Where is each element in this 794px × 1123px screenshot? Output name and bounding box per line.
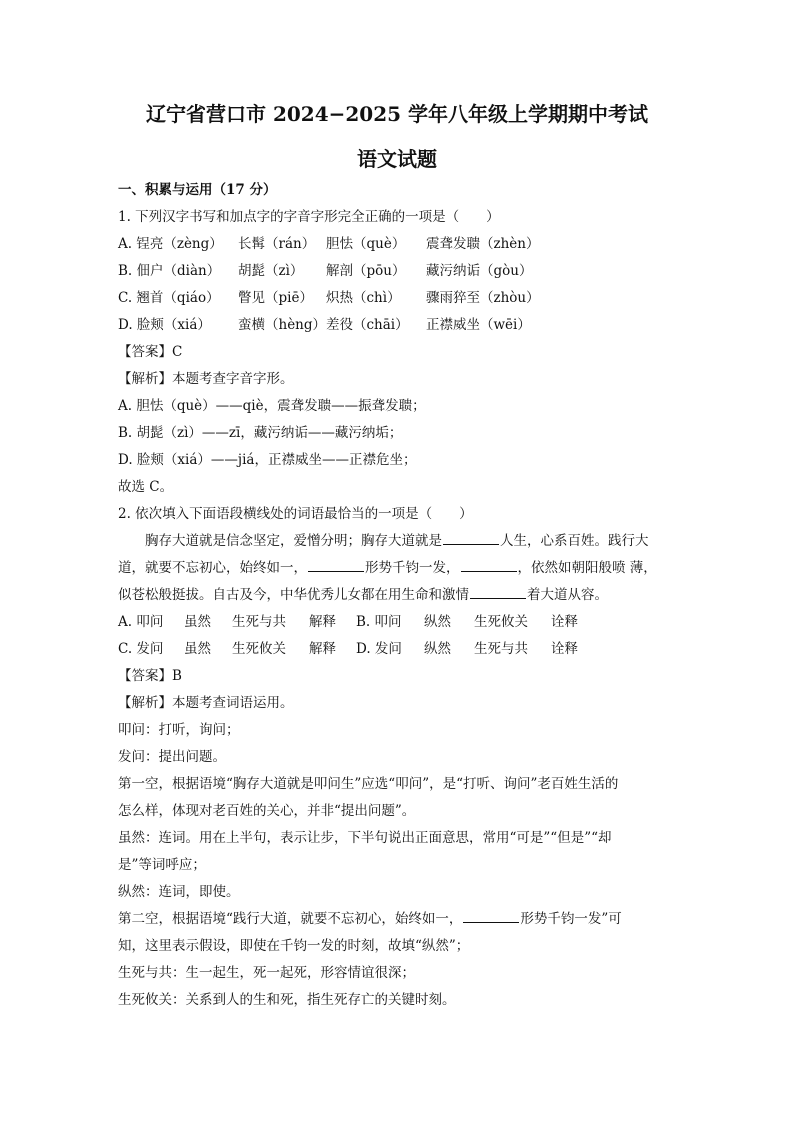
q1-answer: 【答案】C [118,344,183,360]
analysis-text: 第二空，根据语境“践行大道，就要不忘初心，始终如一， [118,911,463,927]
q2-analysis-line: 怎么样，体现对老百姓的关心，并非“提出问题”。 [118,803,416,819]
section-heading: 一、积累与运用（17 分） [118,182,277,198]
fill-blank [308,557,364,572]
passage-text: 人生，心系百姓。践行大 [500,533,649,549]
q2-answer: 【答案】B [118,668,182,684]
q2-analysis-line: 第一空，根据语境“胸存大道就是叩问生”应选“叩问”，是“打听、询问”老百姓生活的 [118,776,619,792]
q2-passage-line [118,582,678,609]
fill-blank [470,584,526,599]
q1-analysis-line: D. 脸颊（xiá）——jiá，正襟威坐——正襟危坐； [118,452,417,468]
option-text: 纵然 [424,641,451,657]
passage-text: 着大道从容。 [527,587,608,603]
option-text: 炽热（chì） [326,290,401,306]
q2-passage-line [118,555,678,582]
q2-analysis-line [118,906,678,933]
option-text: 解剖（pōu） [326,263,406,279]
q1-option-a [118,231,678,258]
q2-options-cd [118,636,678,663]
q1-option-d [118,312,678,339]
q2-analysis-line: 发问：提出问题。 [118,749,226,765]
option-text: D. 发问 [356,641,402,657]
option-text: D. 脸颊（xiá） [118,317,211,333]
q2-analysis-line: 生死与共：生一起生，死一起死，形容情谊很深； [118,965,415,981]
option-text: 生死与共 [474,641,528,657]
option-text: C. 发问 [118,641,164,657]
fill-blank [443,530,499,545]
q1-analysis-line: 【解析】本题考查字音字形。 [118,371,294,387]
exam-subtitle: 语文试题 [357,147,437,171]
q2-analysis-line: 虽然：连词。用在上半句，表示让步，下半句说出正面意思，常用“可是”“但是”“却 [118,830,612,846]
q2-passage-line [118,528,678,555]
q2-analysis-line: 叩问：打听，询问； [118,722,240,738]
option-text: 震聋发聩（zhèn） [426,236,540,252]
passage-text: ，依然如朝阳般喷 薄， [517,560,657,576]
q1-option-c [118,285,678,312]
option-text: C. 翘首（qiáo） [118,290,220,306]
option-text: 正襟威坐（wēi） [426,317,531,333]
passage-text: 道，就要不忘初心，始终如一， [118,560,307,576]
option-text: A. 锃亮（zèng） [118,236,223,252]
option-text: B. 叩问 [356,614,402,630]
option-text: 虽然 [184,614,211,630]
q2-analysis-line: 【解析】本题考查词语运用。 [118,695,294,711]
fill-blank [461,557,517,572]
option-text: 生死攸关 [474,614,528,630]
option-text: 蛮横（hèng） [238,317,327,333]
option-text: 生死与共 [232,614,286,630]
option-text: 解释 [309,641,336,657]
passage-text: 胸存大道就是信念坚定，爱憎分明；胸存大道就是 [145,533,442,549]
q2-analysis-line: 知，这里表示假设，即使在千钧一发的时刻，故填“纵然”； [118,938,470,954]
option-text: 瞥见（piē） [238,290,313,306]
analysis-text: 形势千钧一发”可 [520,911,622,927]
option-text: 诠释 [551,641,578,657]
q2-analysis-line: 纵然：连词，即使。 [118,884,240,900]
passage-text: 形势千钧一发， [365,560,460,576]
question-1-stem: 1. 下列汉字书写和加点字的字音字形完全正确的一项是（ ） [118,209,500,225]
option-text: B. 佃户（diàn） [118,263,221,279]
q1-analysis-line: B. 胡髭（zì）——zī，藏污纳诟——藏污纳垢； [118,425,403,441]
option-text: 诠释 [551,614,578,630]
question-2-stem: 2. 依次填入下面语段横线处的词语最恰当的一项是（ ） [118,506,473,522]
option-text: 胡髭（zì） [238,263,304,279]
q1-analysis-line: A. 胆怯（què）——qiè，震聋发聩——振聋发聩； [118,398,426,414]
option-text: 长髯（rán） [238,236,316,252]
document-body [118,177,678,1014]
q2-analysis-line: 是”等词呼应； [118,857,206,873]
q1-analysis-line: 故选 C。 [118,479,174,495]
q1-option-b [118,258,678,285]
option-text: 藏污纳诟（gòu） [426,263,533,279]
option-text: 解释 [309,614,336,630]
option-text: 虽然 [184,641,211,657]
exam-title: 辽宁省营口市 2024−2025 学年八年级上学期期中考试 [145,102,648,126]
option-text: 胆怯（què） [326,236,406,252]
passage-text: 似苍松般挺拔。自古及今，中华优秀儿女都在用生命和激情 [118,587,469,603]
option-text: 差役（chāi） [326,317,409,333]
option-text: 纵然 [424,614,451,630]
q2-analysis-line: 生死攸关：关系到人的生和死，指生死存亡的关键时刻。 [118,992,456,1008]
option-text: 生死攸关 [232,641,286,657]
option-text: 骤雨猝至（zhòu） [426,290,540,306]
q2-options-ab [118,609,678,636]
fill-blank [463,908,519,923]
option-text: A. 叩问 [118,614,164,630]
